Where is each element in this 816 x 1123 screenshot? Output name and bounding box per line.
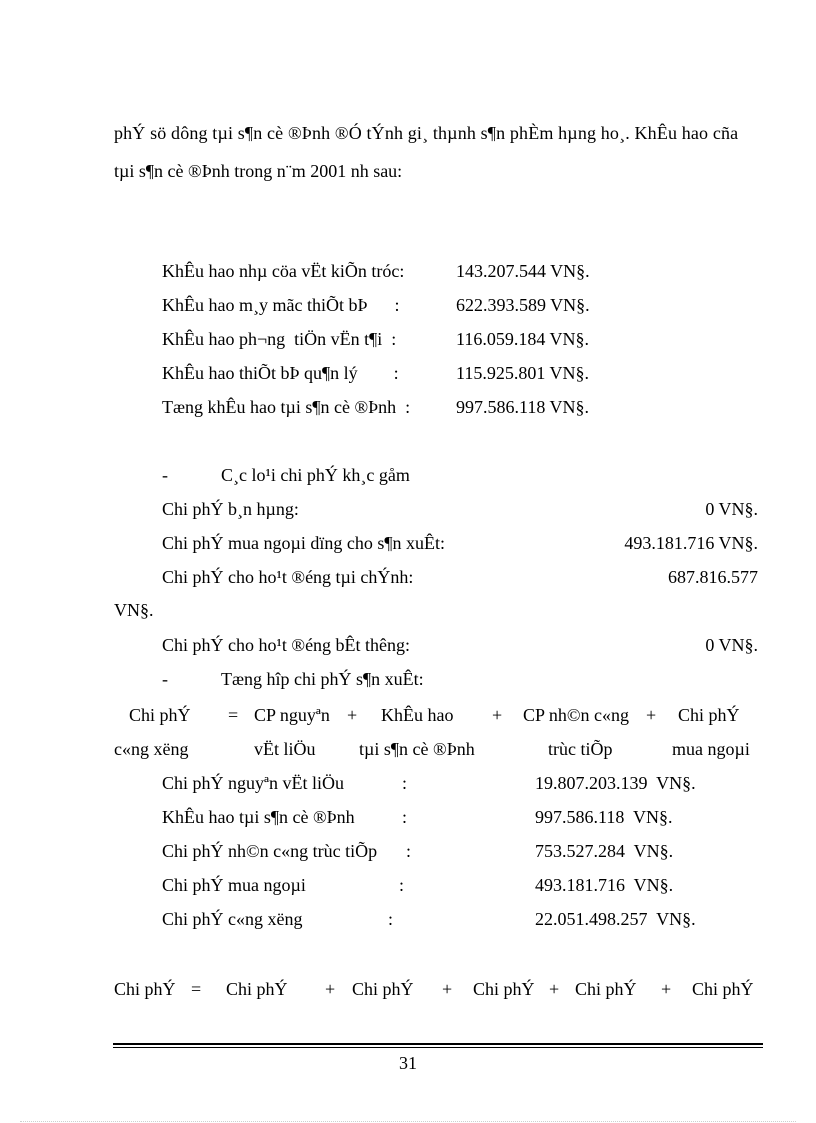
formula-operator: = — [228, 705, 239, 725]
summary-colon: : — [388, 909, 394, 929]
footer-rule-thin — [113, 1047, 763, 1048]
depreciation-label: KhÊu hao nhµ cöa vËt kiÕn tróc: — [162, 261, 405, 281]
depreciation-value: 143.207.544 VN§. — [456, 261, 590, 281]
formula-operator: + — [347, 705, 358, 725]
formula-term: KhÊu hao — [381, 705, 454, 725]
formula-operator: + — [661, 979, 672, 999]
summary-value: 19.807.203.139 VN§. — [535, 773, 696, 793]
depreciation-label: KhÊu hao thiÕt bÞ qu¶n lý : — [162, 363, 399, 383]
summary-value: 493.181.716 VN§. — [535, 875, 674, 895]
formula-term: Chi phÝ — [473, 979, 535, 999]
formula-operator: + — [492, 705, 503, 725]
footer-rule — [113, 1043, 763, 1045]
summary-label: KhÊu hao tµi s¶n cè ®Þnh — [162, 807, 355, 827]
other-cost-value: 687.816.577 — [668, 567, 758, 587]
summary-colon: : — [402, 807, 408, 827]
formula-term: Chi phÝ — [226, 979, 288, 999]
other-costs-heading: C¸c lo¹i chi phÝ kh¸c gåm — [221, 465, 410, 485]
depreciation-value: 116.059.184 VN§. — [456, 329, 590, 349]
formula-operator: + — [325, 979, 336, 999]
formula-term: CP nh©n c«ng — [523, 705, 630, 725]
intro-line-1: phÝ sö dông tµi s¶n cè ®Þnh ®Ó tÝnh gi¸ thµnh s¶n phÈm hµng ho¸. KhÊu hao cña — [114, 123, 739, 143]
formula-subterm: c«ng xëng — [114, 739, 189, 759]
formula-term: CP nguyªn — [254, 705, 330, 725]
formula-operator: + — [442, 979, 453, 999]
summary-value: 997.586.118 VN§. — [535, 807, 673, 827]
formula-term: Chi phÝ — [129, 705, 191, 725]
depreciation-value: 622.393.589 VN§. — [456, 295, 590, 315]
intro-line-2: tµi s¶n cè ®Þnh trong n¨m 2001 nh sau: — [114, 161, 403, 181]
page-number: 31 — [399, 1053, 417, 1073]
formula-subterm: tµi s¶n cè ®Þnh — [359, 739, 475, 759]
summary-value: 753.527.284 VN§. — [535, 841, 674, 861]
bullet-dash: - — [162, 465, 168, 485]
other-cost-value: 0 VN§. — [705, 635, 758, 655]
formula-subterm: mua ngoµi — [672, 739, 750, 759]
other-cost-label: Chi phÝ cho ho¹t ®éng bÊt thêng: — [162, 635, 411, 655]
summary-colon: : — [406, 841, 412, 861]
formula-operator: = — [191, 979, 202, 999]
formula-operator: + — [646, 705, 657, 725]
summary-value: 22.051.498.257 VN§. — [535, 909, 696, 929]
other-cost-unit-wrap: VN§. — [114, 600, 154, 620]
depreciation-value: 115.925.801 VN§. — [456, 363, 590, 383]
other-cost-value: 0 VN§. — [705, 499, 758, 519]
summary-colon: : — [399, 875, 405, 895]
formula-term: Chi phÝ — [575, 979, 637, 999]
summary-label: Chi phÝ c«ng xëng — [162, 909, 303, 929]
depreciation-label: KhÊu hao m¸y mãc thiÕt bÞ : — [162, 295, 400, 315]
summary-colon: : — [402, 773, 408, 793]
bullet-dash: - — [162, 669, 168, 689]
page-edge-dotted — [20, 1121, 796, 1122]
other-cost-label: Chi phÝ mua ngoµi dïng cho s¶n xuÊt: — [162, 533, 446, 553]
summary-heading: Tæng hîp chi phÝ s¶n xuÊt: — [221, 669, 424, 689]
depreciation-label: KhÊu hao ph¬ng tiÖn vËn t¶i : — [162, 329, 397, 349]
formula-subterm: vËt liÖu — [254, 739, 316, 759]
other-cost-label: Chi phÝ cho ho¹t ®éng tµi chÝnh: — [162, 567, 414, 587]
formula-term: Chi phÝ — [678, 705, 740, 725]
formula-term: Chi phÝ — [352, 979, 414, 999]
formula-term: Chi phÝ — [692, 979, 754, 999]
formula-subterm: trùc tiÕp — [548, 739, 613, 759]
summary-label: Chi phÝ mua ngoµi — [162, 875, 306, 895]
formula-operator: + — [549, 979, 560, 999]
other-cost-label: Chi phÝ b¸n hµng: — [162, 499, 299, 519]
depreciation-total-value: 997.586.118 VN§. — [456, 397, 590, 417]
formula-term: Chi phÝ — [114, 979, 176, 999]
other-cost-value: 493.181.716 VN§. — [624, 533, 758, 553]
depreciation-total-label: Tæng khÊu hao tµi s¶n cè ®Þnh : — [162, 397, 411, 417]
summary-label: Chi phÝ nh©n c«ng trùc tiÕp — [162, 841, 378, 861]
summary-label: Chi phÝ nguyªn vËt liÖu — [162, 773, 344, 793]
